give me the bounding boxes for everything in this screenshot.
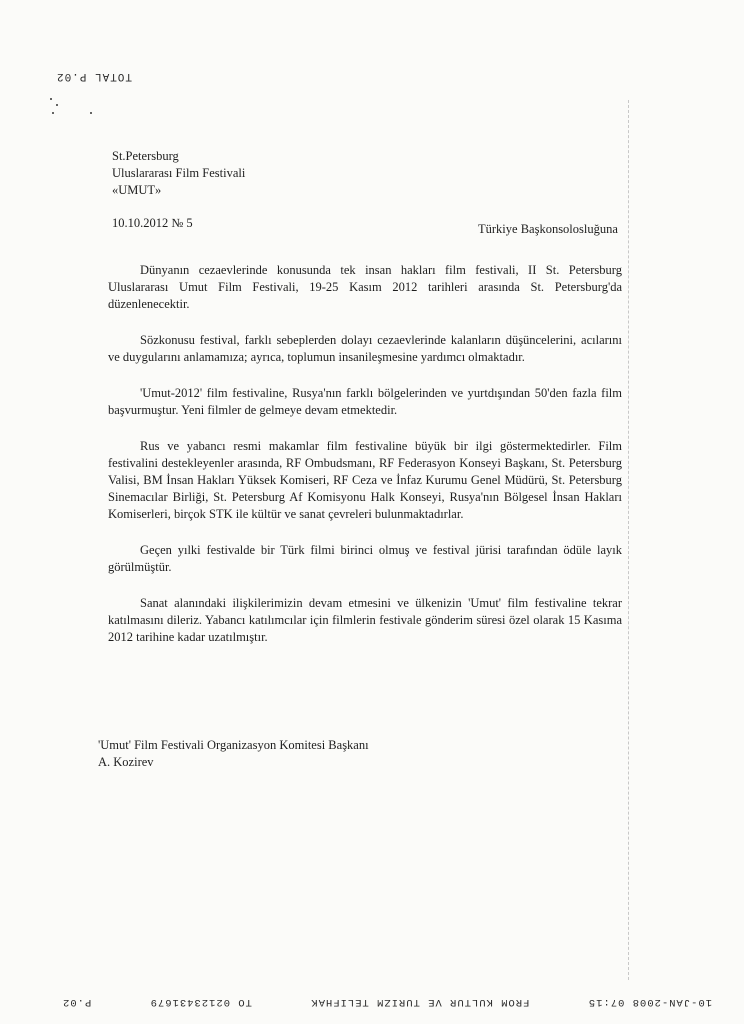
signature-name: A. Kozirev xyxy=(98,755,154,769)
fax-footer-from: FROM KULTUR VE TURIZM TELIFHAK xyxy=(310,996,530,1008)
sender-festival-short: «UMUT» xyxy=(112,183,162,197)
signature-title: 'Umut' Film Festivali Organizasyon Komitesi Başkanı xyxy=(98,738,369,752)
sender-festival-name: Uluslararası Film Festivali xyxy=(112,166,246,180)
recipient: Türkiye Başkonsolosluğuna xyxy=(478,222,618,236)
fax-footer-to: TO 02123431679 xyxy=(149,996,252,1008)
paragraph-4: Rus ve yabancı resmi makamlar film festivaline büyük bir ilgi göstermektedirler. Film festivalini destekleyenler arasında, RF Ombudsmanı, RF Federasyon Konseyi Başkanı, St. Petersburg Valisi, BM İnsan Hakları Yüksek Komiseri, RF Ceza ve İnfaz Kurumu Genel Müdürü, St. Petersburg Sinemacılar Birliği, St. Petersburg Af Komisyonu Halk Konseyi, Rusya'nın Bölgesel İnsan Hakları Komiserleri, birçok STK ile kültür ve sanat çevreleri bulunmaktadırlar. xyxy=(108,439,622,521)
fax-margin-line xyxy=(628,100,629,980)
fax-footer-datetime: 10-JAN-2008 07:15 xyxy=(587,996,712,1008)
paragraph-5: Geçen yılki festivalde bir Türk filmi birinci olmuş ve festival jürisi tarafından ödüle layık görülmüştür. xyxy=(108,543,622,574)
paragraph-1: Dünyanın cezaevlerinde konusunda tek insan hakları film festivali, II St. Petersburg Uluslararası Umut Film Festivali, 19-25 Kasım 2012 tarihleri arasında St. Petersburg'da düzenlenecektir. xyxy=(108,263,622,311)
sender-block xyxy=(112,148,245,199)
paragraph-2: Sözkonusu festival, farklı sebeplerden dolayı cezaevlerinde kalanların düşüncelerini, acılarını ve duygularını anlamamıza; ayrıca, toplumun insanileşmesine yardımcı olmaktadır. xyxy=(108,333,622,364)
paragraph-3: 'Umut-2012' film festivaline, Rusya'nın farklı bölgelerinden ve yurtdışından 50'den fazla film başvurmuştur. Yeni filmler de gelmeye devam etmektedir. xyxy=(108,386,622,417)
sender-city: St.Petersburg xyxy=(112,149,179,163)
fax-footer xyxy=(62,996,712,1008)
letter-body xyxy=(108,262,622,665)
fax-header-total-pages: TOTAL P.02 xyxy=(56,70,133,82)
paragraph-6: Sanat alanındaki ilişkilerimizin devam etmesini ve ülkenizin 'Umut' film festivaline tekrar katılmasını dileriz. Yabancı katılımcılar için filmlerin festivale gönderim süresi özel olarak 15 Kasıma 2012 tarihine kadar uzatılmıştır. xyxy=(108,596,622,644)
date-reference: 10.10.2012 № 5 xyxy=(112,216,193,230)
fax-footer-page: P.02 xyxy=(62,996,92,1008)
signature-block xyxy=(98,737,369,771)
